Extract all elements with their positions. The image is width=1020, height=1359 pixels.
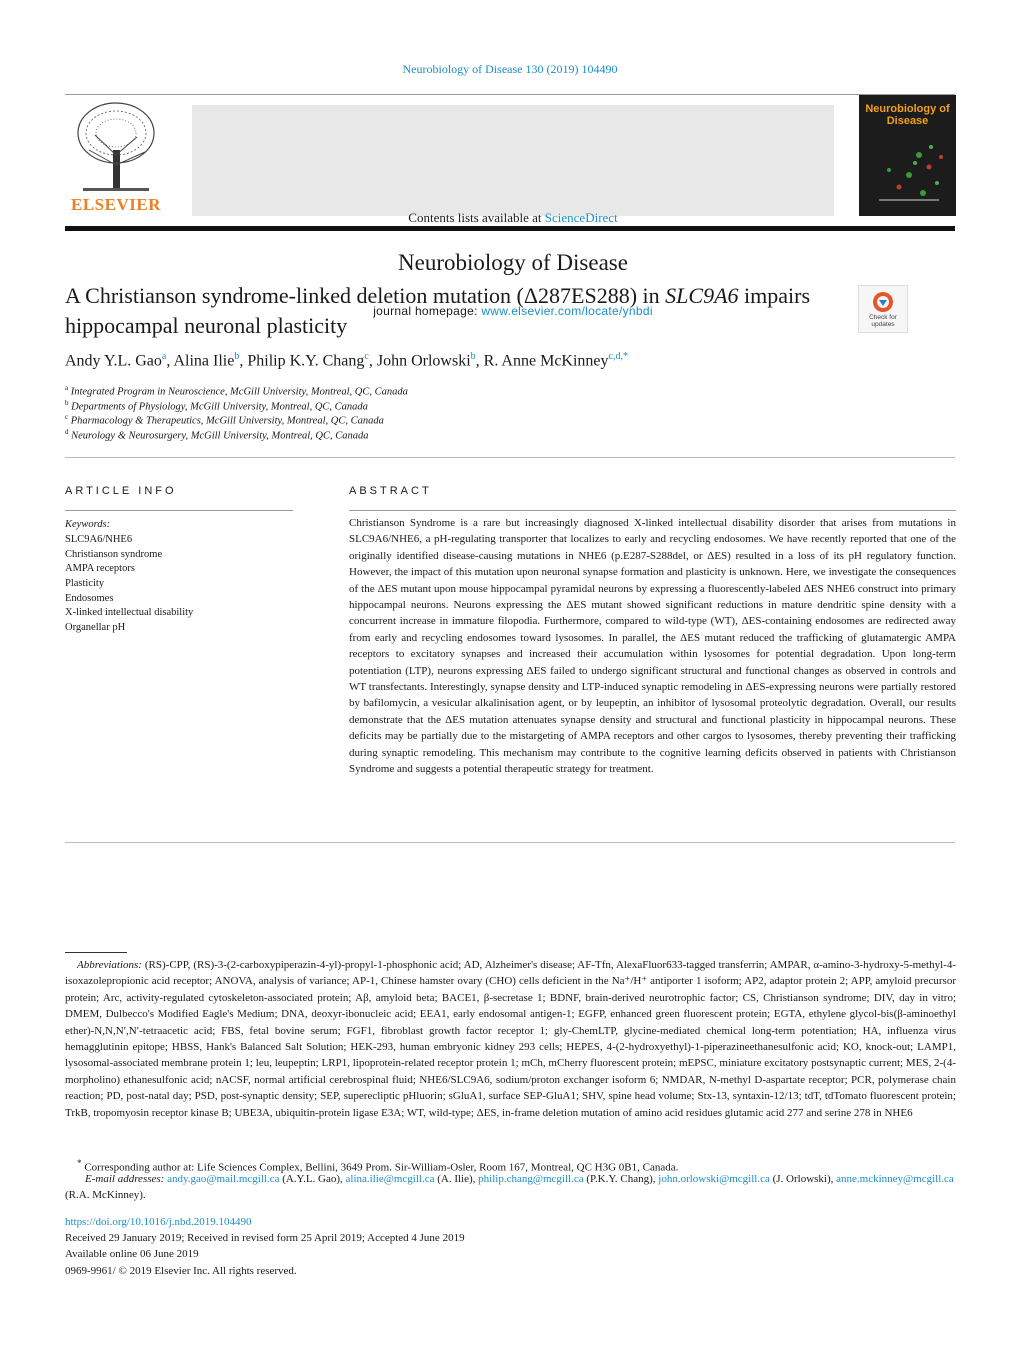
author[interactable]: Philip K.Y. Chang [247, 352, 365, 370]
abbreviations-text: (RS)-CPP, (RS)-3-(2-carboxypiperazin-4-yl)-propyl-1-phosphonic acid; AD, Alzheimer's disease; AF-Tfn, AlexaFluor633-tagged transferrin; AMPAR, α-amino-3-hydroxy-5-methyl-4-isoxazolepropionic acid receptor; ANOVA, analysis of variance; AP-1, Chinese hamster ovary (CHO) cells deficient in the Na⁺/H⁺ antiporter 1 isoform; AP2, adaptor protein 2; APP, amyloid precursor protein; Arc, activity-regulated cytoskeleton-associated protein; Aβ, amyloid beta; BACE1, β-secretase 1; BDNF, brain-derived neurotrophic factor; CS, Christianson syndrome; DIV, day in vitro; DMEM, Dulbecco's Modified Eagle's Medium; DNA, deoxyr-ibonucleic acid; EEA1, early endosomal antigen-1; EGFP, enhanced green fluorescent protein; EGTA, ethylene glycol-bis(β-aminoethyl ether)-N,N,N′,N′-tetraacetic acid; FBS, fetal bovine serum; FGF1, fibroblast growth factor receptor 1; gly-ChemLTP, glycine-mediated chemical long-term potentiation; HA, influenza virus hemagglutinin epitope; HBSS, Hank's Balanced Salt Solution; HEK-293, human embryonic kidney 293 cells; HEPES, 4-(2-hydroxyethyl)-1-piperazineethanesulfonic acid; KO, knock-out; LAMP1, lysosomal-associated membrane protein 1; leu, leupeptin; LRP1, lipoprotein-related receptor protein 1; mCh, mCherry fluorescent protein; mEPSC, miniature excitatory postsynaptic current; MES, 2-(4-morpholino) ethanesulfonic acid; nACSF, normal artificial cerebrospinal fluid; NHE6/SLC9A6, sodium/proton exchanger isoform 6; NMDAR, N-methyl D-aspartate receptor; PCR, polymerase chain reaction; PD, post-natal day; PSD, post-synaptic density; SEP, superecliptic pHluorin; sGluA1, surface SEP-GluA1; SHV, spine head volume; Stx-13, syntaxin-12/13; tdT, tdTomato fluorescent protein; TrkB, tropomyosin receptor kinase B; UBE3A, ubiquitin-protein ligase E3A; WT, wild-type; ΔES, in-frame deletion mutation of amino acid residues glutamic acid 277 and serine 278 in NHE6 [65, 959, 956, 1119]
affiliation-sup: c [65, 413, 69, 421]
article-info-heading: ARTICLE INFO [65, 485, 177, 497]
affiliation-sup: a [65, 384, 69, 392]
corresponding-author-footnote: * Corresponding author at: Life Sciences Complex, Bellini, 3649 Prom. Sir-William-Osler, Room 167, Montreal, QC H3G 0B1, Canada. [77, 1158, 679, 1174]
affiliation [65, 413, 384, 427]
author-sup[interactable]: b [234, 351, 240, 362]
journal-title: Neurobiology of Disease [398, 250, 628, 275]
homepage-link[interactable]: www.elsevier.com/locate/ynbdi [481, 304, 653, 318]
article-info-rule [65, 510, 293, 511]
check-for-updates-badge[interactable] [858, 285, 908, 333]
publisher-wordmark: ELSEVIER [71, 195, 161, 214]
corresponding-text: Corresponding author at: Life Sciences Complex, Bellini, 3649 Prom. Sir-William-Osler, Room 167, Montreal, QC H3G 0B1, Canada. [84, 1161, 679, 1174]
email-owner: (A. Ilie) [437, 1173, 473, 1185]
footnote-rule [65, 952, 127, 953]
author[interactable]: Andy Y.L. Gao [65, 352, 162, 370]
check-updates-icon [859, 288, 907, 316]
journal-reference[interactable]: Neurobiology of Disease 130 (2019) 104490 [402, 62, 618, 76]
homepage-prefix: journal homepage: [373, 304, 482, 318]
email-link[interactable]: anne.mckinney@mcgill.ca [836, 1173, 954, 1185]
email-link[interactable]: john.orlowski@mcgill.ca [658, 1173, 770, 1185]
email-owner: (R.A. McKinney). [65, 1189, 146, 1201]
email-owner: (P.K.Y. Chang) [586, 1173, 653, 1185]
abstract-text: Christianson Syndrome is a rare but increasingly diagnosed X-linked intellectual disability disorder that arises from mutations in SLC9A6/NHE6, a pH-regulating transporter that localizes to early and recycling endosomes. We have recently reported that one of the originally identified disease-causing mutations in NHE6 (p.E287-S288del, or ΔES) resulted in a loss of its pH regulatory function. However, the impact of this mutation upon neuronal synapse formation and plasticity is unknown. Here, we investigate the consequences of the ΔES mutant upon mouse hippocampal pyramidal neurons by expressing a fluorescently-labeled ΔES NHE6 construct into primary hippocampal neurons. Neurons expressing the ΔES mutant showed significant reductions in mature dendritic spine density with a concurrent increase in immature filopodia. Furthermore, compared to wild-type (WT), ΔES-containing endosomes are redirected away from early and recycling endosomes toward lysosomes. In parallel, the ΔES mutant reduced the trafficking of glutamatergic AMPA receptors to excitatory synapses and increased their accumulation within lysosomes for potential degradation. Upon long-term potentiation (LTP), neurons expressing ΔES failed to undergo significant structural and functional changes as observed in controls and WT transfectants. Interestingly, synapse density and LTP-induced synaptic remodeling in ΔES-expressing neurons were partially restored by bafilomycin, a vesicular alkalinisation agent, or by leupeptin, an inhibitor of lysosomal proteolytic degradation. Overall, our results demonstrate that the ΔES mutation attenuates synapse density and structural and functional plasticity in hippocampal neurons. These deficits may be partially due to the mistargeting of AMPA receptors and other cargos to lysosomes, thereby preventing their trafficking during synaptic remodeling. This mechanism may contribute to the cognitive learning deficits observed in patients with Christianson Syndrome and suggests a potential therapeutic strategy for treatment. [349, 517, 956, 776]
contents-prefix: Contents lists available at [408, 210, 545, 225]
affiliation-text: Departments of Physiology, McGill University, Montreal, QC, Canada [71, 401, 368, 413]
author[interactable]: R. Anne McKinney [483, 352, 609, 370]
keyword: AMPA receptors [65, 563, 135, 574]
copyright: 0969-9961/ © 2019 Elsevier Inc. All rights reserved. [65, 1265, 297, 1277]
affiliation-sup: b [65, 399, 69, 407]
abbreviations-footnote [65, 957, 956, 1121]
author-list: Andy Y.L. Gao$^a$, Alina Ilie$^b$, Philip K.Y. Chang$^c$, John Orlowski$^b$, R. Anne McKinney$^{c,d,*}$ [65, 351, 628, 370]
abbreviations-label: Abbreviations: [77, 959, 142, 971]
title-gene: SLC9A6 [665, 283, 739, 308]
keywords-label: Keywords: [65, 519, 111, 530]
email-owner: (A.Y.L. Gao) [282, 1173, 341, 1185]
cover-neurons-icon [859, 95, 956, 216]
doi-link[interactable]: https://doi.org/10.1016/j.nbd.2019.104490 [65, 1216, 252, 1228]
title-part-1: A Christianson syndrome-linked deletion mutation (Δ287ES288) in [65, 283, 666, 308]
keyword: Endosomes [65, 593, 114, 604]
email-link[interactable]: alina.ilie@mcgill.ca [345, 1173, 435, 1185]
header-top-rule [65, 94, 955, 95]
abstract-rule [349, 510, 956, 511]
elsevier-logo [65, 95, 167, 215]
author-sup[interactable]: b [470, 351, 476, 362]
affiliation-text: Neurology & Neurosurgery, McGill University, Montreal, QC, Canada [71, 430, 369, 442]
keyword: Organellar pH [65, 622, 126, 633]
article-title [65, 281, 855, 341]
contents-line [192, 210, 834, 226]
check-updates-label: Check for updates [869, 314, 897, 328]
email-label: E-mail addresses: [85, 1173, 165, 1185]
affiliation [65, 399, 368, 413]
affiliations-rule [65, 457, 955, 458]
header-bottom-rule [65, 226, 955, 231]
affiliation-sup: d [65, 428, 69, 436]
email-owner: (J. Orlowski) [772, 1173, 831, 1185]
keyword: SLC9A6/NHE6 [65, 534, 133, 545]
keyword: Plasticity [65, 578, 105, 589]
email-link[interactable]: philip.chang@mcgill.ca [478, 1173, 584, 1185]
author-sup[interactable]: c [364, 351, 369, 362]
author-sup[interactable]: c,d,* [608, 351, 628, 362]
keyword: Christianson syndrome [65, 549, 163, 560]
available-online: Available online 06 June 2019 [65, 1248, 199, 1260]
affiliation-text: Integrated Program in Neuroscience, McGill University, Montreal, QC, Canada [70, 386, 408, 398]
cover-title: Neurobiology of Disease [865, 103, 950, 127]
title-part-2: impairs hippocampal neuronal plasticity [65, 283, 811, 338]
affiliation [65, 384, 408, 398]
journal-cover[interactable] [859, 95, 956, 216]
affiliation-text: Pharmacology & Therapeutics, McGill University, Montreal, QC, Canada [70, 415, 384, 427]
affiliation [65, 428, 369, 442]
keyword: X-linked intellectual disability [65, 607, 194, 618]
email-link[interactable]: andy.gao@mail.mcgill.ca [167, 1173, 280, 1185]
received-dates: Received 29 January 2019; Received in revised form 25 April 2019; Accepted 4 June 2019 [65, 1232, 465, 1244]
author[interactable]: John Orlowski [376, 352, 471, 370]
sciencedirect-link[interactable]: ScienceDirect [544, 210, 618, 225]
abstract-bottom-rule [65, 842, 955, 843]
email-footnote: E-mail addresses: andy.gao@mail.mcgill.ca (A.Y.L. Gao), alina.ilie@mcgill.ca (A. Ilie), philip.chang@mcgill.ca (P.K.Y. Chang), john.orlowski@mcgill.ca (J. Orlowski), anne.mckinney@mcgill.ca (R.A. McKinney). [65, 1173, 954, 1201]
author-sup[interactable]: a [161, 351, 167, 362]
abstract-heading: ABSTRACT [349, 485, 432, 497]
author[interactable]: Alina Ilie [173, 352, 235, 370]
